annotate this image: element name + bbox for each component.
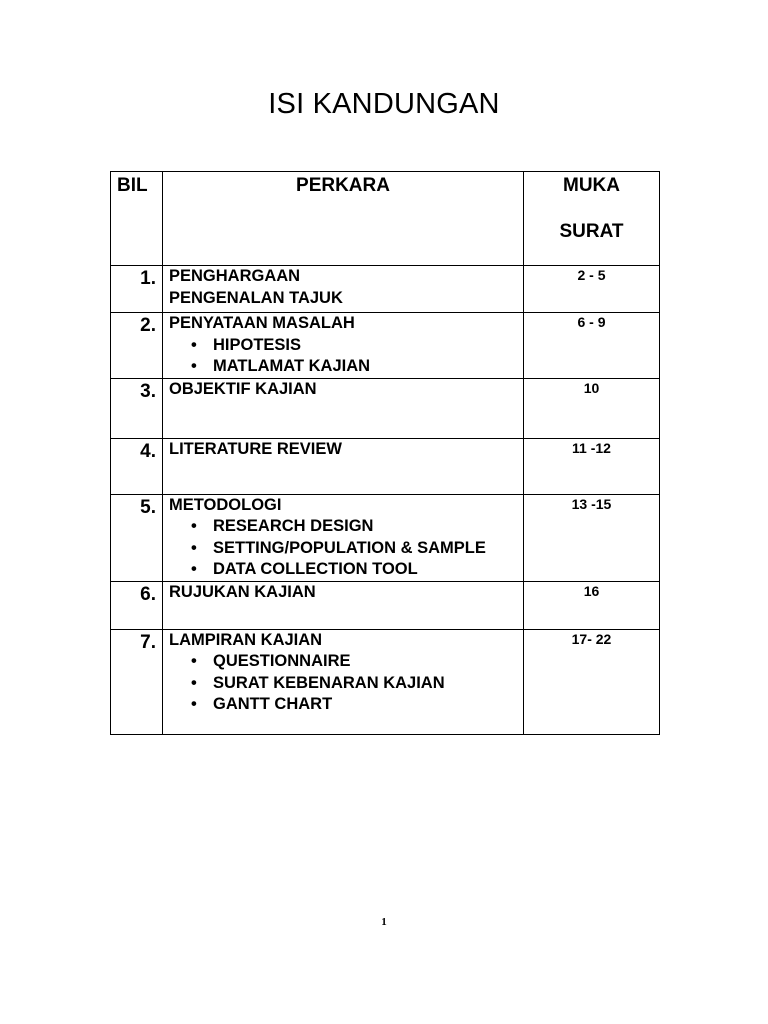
table-row	[111, 266, 660, 313]
row-content	[163, 581, 524, 629]
row-page: 16	[524, 581, 660, 629]
row-content	[163, 494, 524, 581]
bullet-item: • SETTING/POPULATION & SAMPLE	[191, 538, 523, 560]
header-bil: BIL	[111, 172, 163, 266]
row-item: PENYATAAN MASALAH	[169, 314, 355, 332]
row-page: 2 - 5	[524, 266, 660, 313]
row-content	[163, 629, 524, 734]
row-item: PENGHARGAAN	[169, 267, 301, 285]
row-content	[163, 313, 524, 379]
row-number: 6.	[111, 581, 163, 629]
contents-table	[110, 171, 660, 735]
bullet-item: • HIPOTESIS	[191, 335, 523, 357]
row-number: 4.	[111, 438, 163, 494]
row-page: 6 - 9	[524, 313, 660, 379]
header-surat: SURAT	[559, 221, 624, 242]
table-row	[111, 629, 660, 734]
page-number: 1	[381, 916, 387, 928]
table-header-row	[111, 172, 660, 266]
bullet-item: • DATA COLLECTION TOOL	[191, 559, 523, 581]
row-item: PENGENALAN TAJUK	[169, 288, 343, 307]
table-row	[111, 581, 660, 629]
bullet-item: • SURAT KEBENARAN KAJIAN	[191, 673, 523, 695]
row-item: LITERATURE REVIEW	[169, 439, 342, 458]
bullet-item: • QUESTIONNAIRE	[191, 651, 523, 673]
bullet-list	[169, 651, 523, 716]
table-row	[111, 494, 660, 581]
row-number: 1.	[111, 266, 163, 313]
table-row	[111, 378, 660, 438]
row-item: OBJEKTIF KAJIAN	[169, 379, 317, 398]
row-number: 7.	[111, 629, 163, 734]
row-item: RUJUKAN KAJIAN	[169, 582, 316, 601]
table-row	[111, 438, 660, 494]
bullet-item: • RESEARCH DESIGN	[191, 516, 523, 538]
row-page: 10	[524, 378, 660, 438]
header-muka-surat	[524, 172, 660, 266]
bullet-item: • GANTT CHART	[191, 694, 523, 716]
row-item: LAMPIRAN KAJIAN	[169, 630, 323, 649]
bullet-item: • MATLAMAT KAJIAN	[191, 356, 523, 378]
row-page: 17- 22	[524, 629, 660, 734]
bullet-list	[169, 516, 523, 581]
row-content	[163, 266, 524, 313]
row-number: 5.	[111, 494, 163, 581]
row-number: 3.	[111, 378, 163, 438]
header-perkara: PERKARA	[163, 172, 524, 266]
row-content	[163, 378, 524, 438]
page-title: ISI KANDUNGAN	[268, 88, 500, 120]
row-page: 13 -15	[524, 494, 660, 581]
row-item: METODOLOGI	[169, 495, 282, 514]
row-content	[163, 438, 524, 494]
row-page: 11 -12	[524, 438, 660, 494]
bullet-list	[169, 335, 523, 378]
table-row	[111, 313, 660, 379]
row-number: 2.	[111, 313, 163, 379]
header-muka: MUKA	[563, 175, 620, 196]
